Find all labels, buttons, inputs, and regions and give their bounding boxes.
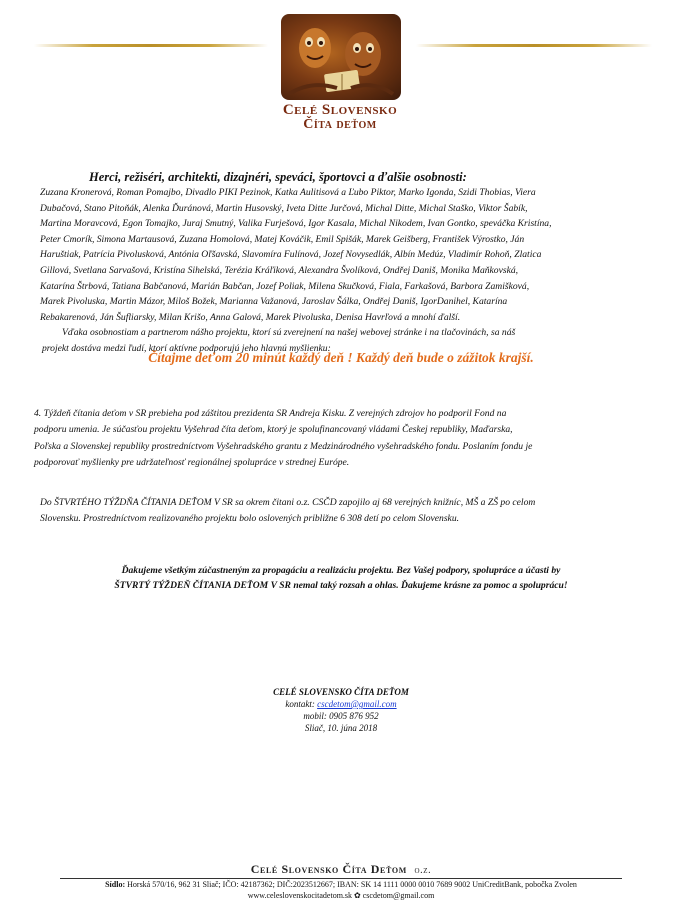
paragraph-line: Do ŠTVRTÉHO TÝŽDŇA ČÍTANIA DEŤOM V SR sa okrem čitani o.z. CSČD zapojilo aj 68 verejných knižníc, MŠ a ZŠ po celom [40,497,536,508]
footer-address [0,880,682,889]
slogan: Čítajme deťom 20 minút každý deň ! Každý deň bude o zážitok krajší. [148,350,534,365]
names-line: Zuzana Kronerová, Roman Pomajbo, Divadlo PIKI Pezinok, Katka Aulitisová a Ľubo Piktor, Marko Igonda, Szidi Thobias, Viera [40,187,536,198]
contact-email-link[interactable]: cscdetom@gmail.com [317,699,397,709]
footer-address-text: Horská 570/16, 962 31 Sliač; IČO: 42187362; DIČ:2023512667; IBAN: SK 14 1111 0000 0010 7689 9002 UniCreditBank, pobočka Zvolen [127,880,577,889]
logo-title-line1: Celé Slovensko [282,102,398,118]
names-line: Haruštiak, Patrícia Pivolusková, Antónia Oľšavská, Slavomíra Fulínová, Jozef Novysedlák, Albín Medúz, Vladimír Rohoň, Zlatica [40,249,542,261]
thanks-line-1: Vďaka osobnostiam a partnerom nášho projektu, ktorí sú zverejnení na našej webovej stránke i na tlačovinách, sa náš [62,327,516,339]
paragraph-line: Slovensku. Prostredníctvom realizovaného projektu bolo oslovených približne 6 308 detí po celom Slovensku. [40,513,460,525]
signature-mobile: mobil: 0905 876 952 [303,711,379,721]
names-block [40,185,660,357]
contact-label: kontakt: [285,699,315,709]
paragraph-line: podporovať myšlienky pre udržateľnosť regionálnej spolupráce v strednej Európe. [34,457,350,469]
thanks-line-2: projekt dostáva medzi ľudí, ktorí aktívne podporujú jeho hlavnú myšlienku: [42,342,331,354]
thank-you-paragraph [0,564,682,594]
logo-title-line2: Číta deťom [303,117,377,132]
logo-illustration [281,14,401,100]
names-line: Dubačová, Stano Pitoňák, Alenka Ďuránová, Martin Husovský, Iveta Ditte Jurčová, Michal Ditte, Michal Staško, Viktor Šabík, [40,202,528,214]
footer-address-label: Sídlo: [105,880,126,889]
footer-divider [60,878,622,879]
patronage-paragraph [34,406,660,472]
header-rule-right [416,44,652,47]
paragraph-line: Ďakujeme všetkým zúčastneným za propagáciu a realizáciu projektu. Bez Vašej podpory, spolupráce a účasti by [121,565,561,576]
names-line: Katarína Štrbová, Tatiana Babčanová, Marián Babčan, Jozef Poliak, Milena Skučková, Fiala, Farkašová, Barbora Zamišková, [40,280,530,292]
names-line: Marek Pivoluska, Martin Mázor, Miloš Božek, Marianna Važanová, Jaroslav Šálka, Ondřej Daniš, IgorDanihel, Katarína [40,296,508,308]
names-line: Peter Cmorík, Simona Martausová, Zuzana Homolová, Matej Kováčik, Emil Spišák, Marek Geišberg, František Výrostko, Ján [40,233,525,245]
footer-web-line: www.celeslovenskocitadetom.sk ✿ cscdetom@gmail.com [247,891,435,900]
signature-org: CELÉ SLOVENSKO ČÍTA DEŤOM [273,687,409,697]
header-rule-left [34,44,268,47]
names-line: Rebakarenová, Ján Šufliarsky, Milan Krišo, Anna Galová, Marek Pivoluska, Denisa Havrľová a mnohí ďalší. [40,311,461,323]
footer-org-title: Celé Slovensko Číta Deťom [250,862,407,876]
signature-place-date: Sliač, 10. júna 2018 [304,723,378,733]
paragraph-line: 4. Týždeň čítania deťom v SR prebieha pod záštitou prezidenta SR Andreja Kisku. Z verejných zdrojov ho podporil Fond na [34,408,507,419]
names-line: Gillová, Svetlana Sarvašová, Kristína Sihelská, Terézia Kráľiková, Alexandra Švolíková, Ondřej Daniš, Monika Maňkovská, [40,264,519,276]
signature-contact [241,698,441,710]
footer-org-suffix: o.z. [414,865,432,876]
participation-paragraph [40,495,666,528]
paragraph-line: Poľska a Slovenskej republiky prostredníctvom Vyšehradského grantu z Medzinárodného vyšehradského fondu. Poslaním fondu je [34,440,533,452]
footer-org-name [0,862,682,877]
paragraph-line: podporu umenia. Je súčasťou projektu Vyšehrad číta deťom, ktorý je spolufinancovaný vládami Českej republiky, Maďarska, [34,424,513,436]
paragraph-line: ŠTVRTÝ TÝŽDEŇ ČÍTANIA DEŤOM V SR nemal taký rozsah a ohlas. Ďakujeme krásne za pomoc a spoluprácu! [114,579,568,591]
names-line: Martina Moravcová, Egon Tomajko, Juraj Smutný, Valika Furješová, Igor Kasala, Michal Nikodem, Ivan Gontko, speváčka Kristína, [40,218,552,230]
intro-heading: Herci, režiséri, architekti, dizajnéri, speváci, športovci a ďalšie osobnosti: [89,170,467,184]
